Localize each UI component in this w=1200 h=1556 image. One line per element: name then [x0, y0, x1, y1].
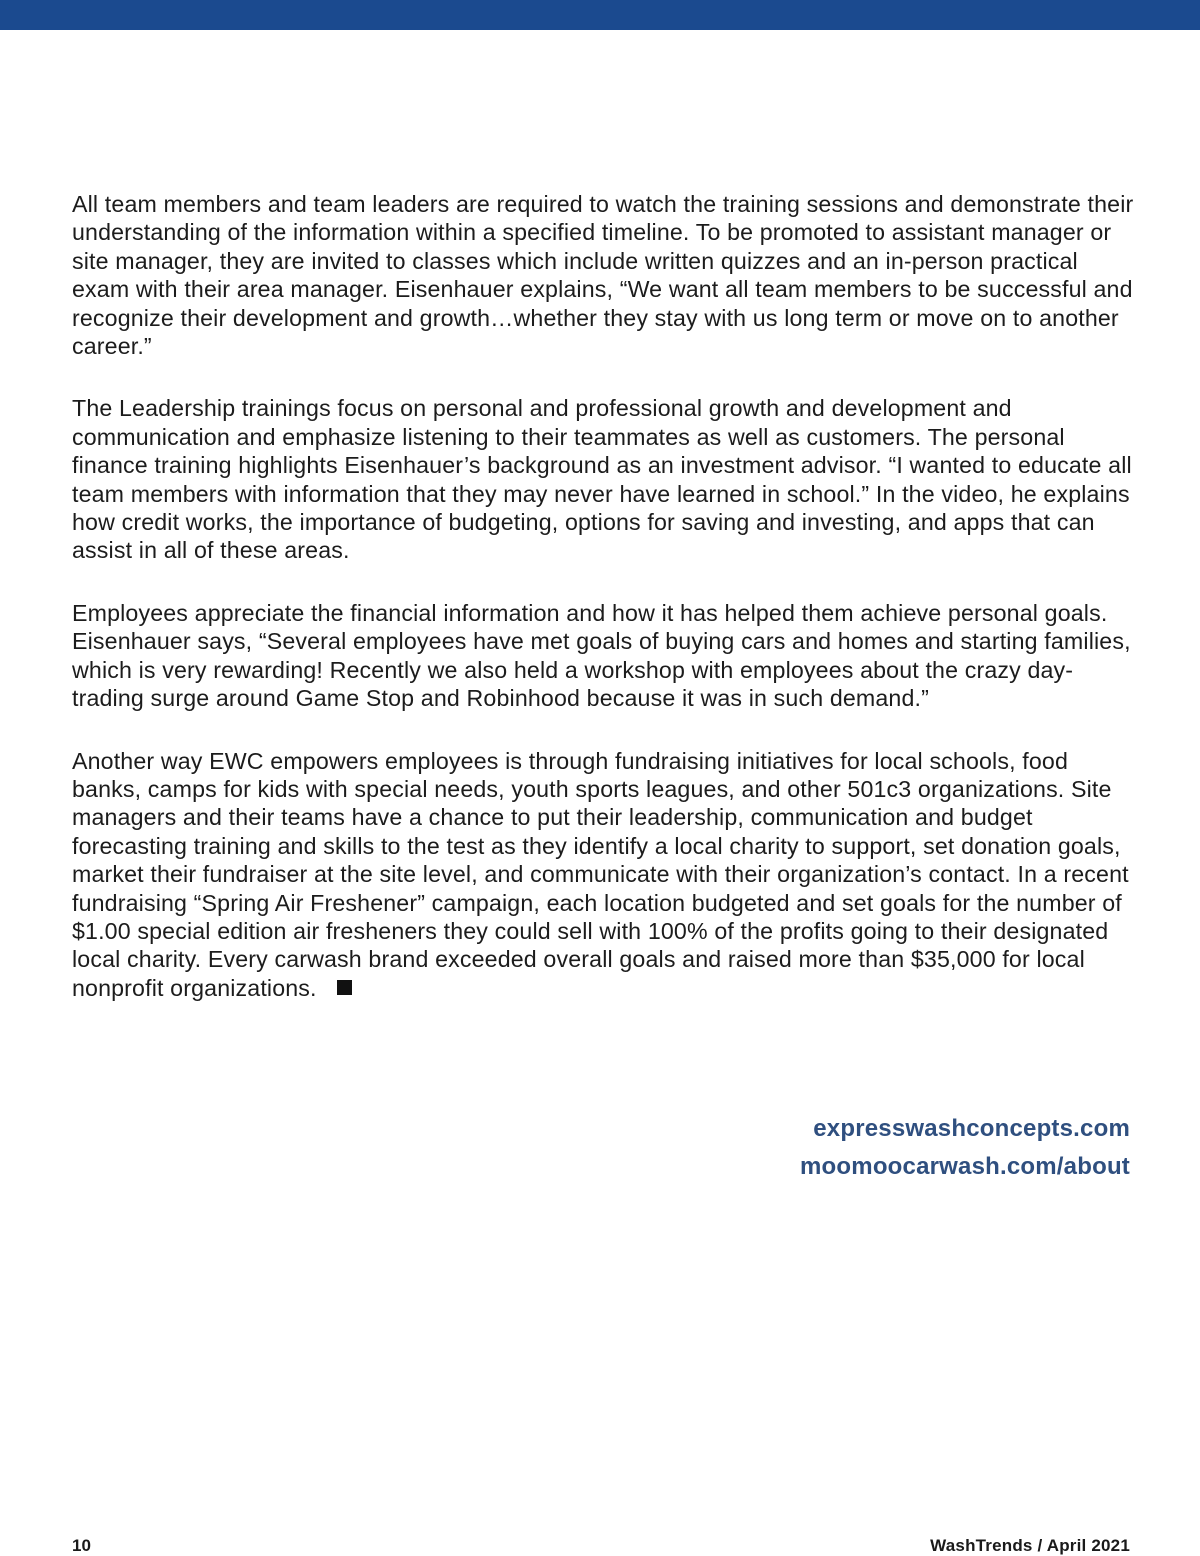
- link-expresswashconcepts[interactable]: expresswashconcepts.com: [813, 1115, 1130, 1142]
- paragraph-fundraising: [72, 747, 1134, 1003]
- paragraph-training-requirements: All team members and team leaders are required to watch the training sessions and demonstrate their understanding of the information within a specified timeline. To be promoted to assistant manager or site manager, they are invited to classes which include written quizzes and an in-person practical exam with their area manager. Eisenhauer explains, “We want all team members to be successful and recognize their development and growth…whether they stay with us long term or move on to another career.”: [72, 191, 1134, 360]
- link-moomoocarwash-about[interactable]: moomoocarwash.com/about: [800, 1153, 1130, 1180]
- paragraph-employee-appreciation: Employees appreciate the financial information and how it has helped them achieve personal goals. Eisenhauer says, “Several employees have met goals of buying cars and homes and starting families, which is very rewarding! Recently we also held a workshop with employees about the crazy day-trading surge around Game Stop and Robinhood because it was in such demand.”: [72, 599, 1131, 712]
- header-bar: [0, 0, 1200, 30]
- end-of-article-square-icon: [337, 980, 352, 995]
- paragraph-fundraising-text: Another way EWC empowers employees is through fundraising initiatives for local schools, food banks, camps for kids with special needs, youth sports leagues, and other 501c3 organizations. Site managers and their teams have a chance to put their leadership, communication and budget forecasting training and skills to the test as they identify a local charity to support, set donation goals, market their fundraiser at the site level, and communicate with their organization’s contact. In a recent fundraising “Spring Air Freshener” campaign, each location budgeted and set goals for the number of $1.00 special edition air fresheners they could sell with 100% of the profits going to their designated local charity. Every carwash brand exceeded overall goals and raised more than $35,000 for local nonprofit organizations.: [72, 747, 1129, 1001]
- page-number: 10: [72, 1536, 91, 1555]
- website-links: [800, 1110, 1130, 1186]
- article-body: [72, 190, 1134, 1036]
- publication-issue: WashTrends / April 2021: [930, 1536, 1130, 1555]
- paragraph-leadership-trainings: The Leadership trainings focus on personal and professional growth and development and communication and emphasize listening to their teammates as well as customers. The personal finance training highlights Eisenhauer’s background as an investment advisor. “I wanted to educate all team members with information that they may never have learned in school.” In the video, he explains how credit works, the importance of budgeting, options for saving and investing, and apps that can assist in all of these areas.: [72, 395, 1132, 564]
